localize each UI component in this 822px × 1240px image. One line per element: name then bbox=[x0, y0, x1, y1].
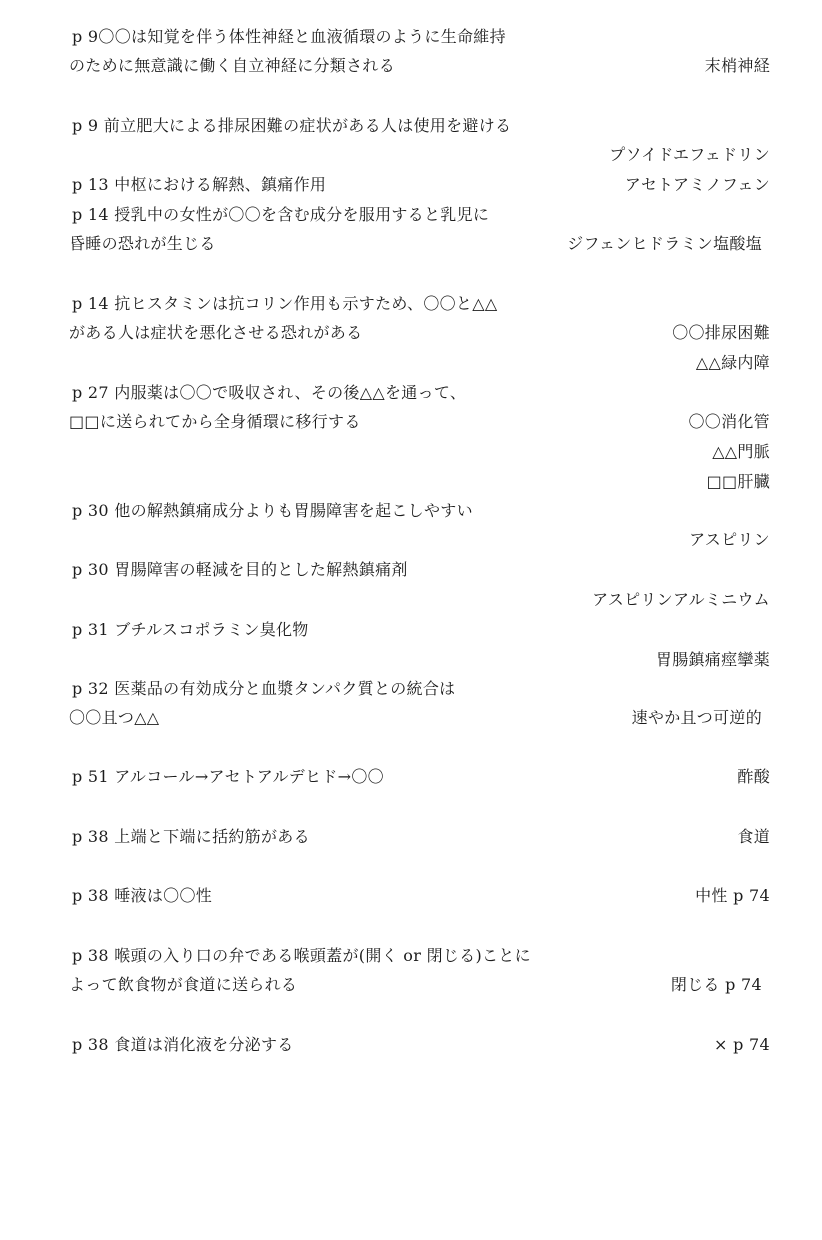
question-line: p 30 胃腸障害の軽減を目的とした解熱鎮痛剤 bbox=[72, 560, 408, 579]
question-line: よって飲食物が食道に送られる bbox=[69, 975, 298, 994]
answer-line: △△緑内障 bbox=[695, 353, 770, 372]
question-line: p 13 中枢における解熱、鎮痛作用 bbox=[72, 175, 327, 194]
answer-line: □□肝臓 bbox=[706, 472, 770, 491]
answer-line: プソイドエフェドリン bbox=[609, 145, 770, 164]
question-line: 〇〇且つ△△ bbox=[69, 708, 160, 727]
question-line: p 14 授乳中の女性が〇〇を含む成分を服用すると乳児に bbox=[72, 205, 490, 224]
question-line: p 30 他の解熱鎮痛成分よりも胃腸障害を起こしやすい bbox=[72, 501, 473, 520]
question-line: □□に送られてから全身循環に移行する bbox=[69, 412, 361, 431]
question-line: p 38 喉頭の入り口の弁である喉頭蓋が(開く or 閉じる)ことに bbox=[72, 946, 531, 965]
answer-line: アスピリンアルミニウム bbox=[592, 590, 770, 609]
answer-line: × p 74 bbox=[714, 1035, 770, 1054]
answer-line: 中性 p 74 bbox=[695, 886, 770, 905]
question-line: のために無意識に働く自立神経に分類される bbox=[69, 56, 396, 75]
question-line: p 14 抗ヒスタミンは抗コリン作用も示すため、〇〇と△△ bbox=[72, 294, 498, 313]
question-line: 昏睡の恐れが生じる bbox=[69, 234, 216, 253]
answer-line: ジフェンヒドラミン塩酸塩 bbox=[567, 234, 762, 253]
answer-line: 食道 bbox=[737, 827, 770, 846]
question-line: p 27 内服薬は〇〇で吸収され、その後△△を通って、 bbox=[72, 383, 467, 402]
answer-line: 末梢神経 bbox=[704, 56, 770, 75]
question-line: p 32 医薬品の有効成分と血漿タンパク質との統合は bbox=[72, 679, 456, 698]
answer-line: アセトアミノフェン bbox=[624, 175, 770, 194]
answer-line: アスピリン bbox=[689, 530, 770, 549]
question-line: p 38 唾液は〇〇性 bbox=[72, 886, 213, 905]
question-line: p 31 ブチルスコポラミン臭化物 bbox=[72, 620, 309, 639]
question-line: がある人は症状を悪化させる恐れがある bbox=[69, 323, 363, 342]
question-line: p 9〇〇は知覚を伴う体性神経と血液循環のように生命維持 bbox=[72, 27, 506, 46]
answer-line: △△門脈 bbox=[712, 442, 770, 461]
question-line: p 9 前立肥大による排尿困難の症状がある人は使用を避ける bbox=[72, 116, 512, 135]
question-line: p 38 食道は消化液を分泌する bbox=[72, 1035, 294, 1054]
question-line: p 51 アルコール→アセトアルデヒド→〇〇 bbox=[72, 767, 384, 786]
answer-line: 閉じる p 74 bbox=[670, 975, 762, 994]
answer-line: 〇〇消化管 bbox=[688, 412, 770, 431]
answer-line: 酢酸 bbox=[737, 767, 770, 786]
answer-line: 速やか且つ可逆的 bbox=[631, 708, 762, 727]
answer-line: 胃腸鎮痛痙攣薬 bbox=[655, 650, 770, 669]
answer-line: 〇〇排尿困難 bbox=[672, 323, 770, 342]
question-line: p 38 上端と下端に括約筋がある bbox=[72, 827, 310, 846]
